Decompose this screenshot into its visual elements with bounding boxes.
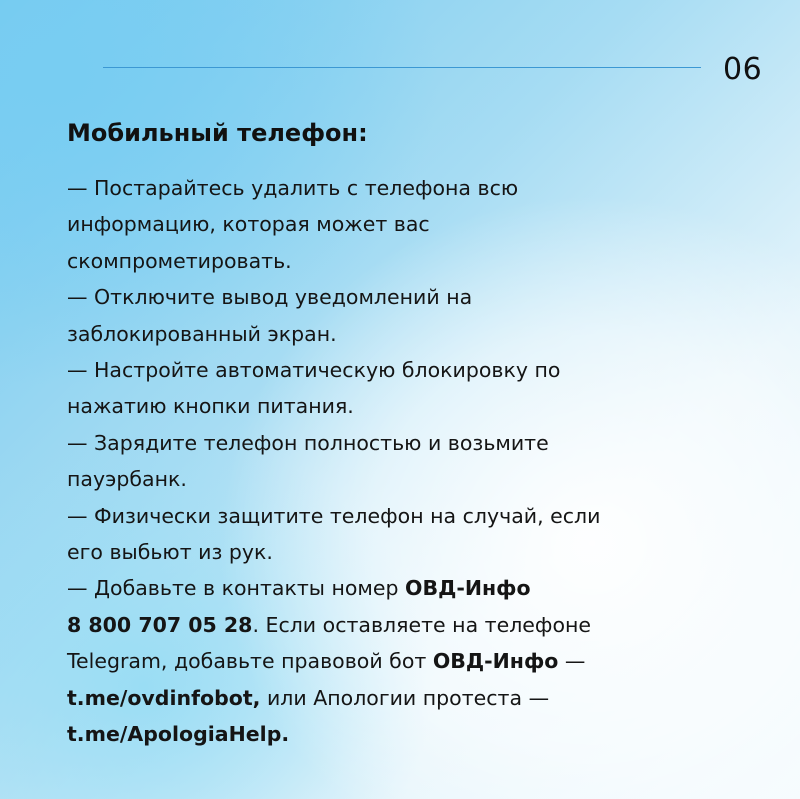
- advice-line: его выбьют из рук.: [67, 540, 273, 565]
- header-divider-line: [103, 67, 701, 68]
- dash-text: —: [558, 649, 586, 674]
- telegram-bot-text: Telegram, добавьте правовой бот: [67, 649, 433, 674]
- advice-line: — Зарядите телефон полностью и возьмите: [67, 430, 549, 455]
- apologia-text: или Апологии протеста —: [260, 685, 550, 710]
- contacts-line-4: [67, 680, 727, 716]
- contacts-line-1: [67, 570, 727, 606]
- apologia-help-link: t.me/ApologiaHelp.: [67, 722, 290, 747]
- contacts-line-2: [67, 607, 727, 643]
- contacts-line-5: [67, 716, 727, 752]
- advice-line: заблокированный экран.: [67, 321, 337, 346]
- page-number: 06: [723, 52, 763, 87]
- advice-line: нажатию кнопки питания.: [67, 394, 354, 419]
- advice-line: — Постарайтесь удалить с телефона всю: [67, 176, 519, 200]
- ovd-info-phone: 8 800 707 05 28: [67, 612, 253, 637]
- ovd-info-name-bot: ОВД-Инфо: [432, 649, 559, 674]
- page-title: Мобильный телефон:: [67, 119, 368, 147]
- advice-line: информацию, которая может вас: [67, 212, 430, 237]
- contacts-intro-text: — Добавьте в контакты номер: [67, 576, 406, 601]
- telegram-note-text: . Если оставляете на телефоне: [252, 612, 592, 637]
- advice-text: [67, 170, 727, 753]
- advice-line: скомпрометировать.: [67, 248, 292, 273]
- advice-line: пауэрбанк.: [67, 467, 187, 492]
- advice-line: — Физически защитите телефон на случай, если: [67, 503, 601, 528]
- advice-line: — Отключите вывод уведомлений на: [67, 285, 473, 310]
- contacts-line-3: [67, 643, 727, 679]
- ovdinfo-bot-link: t.me/ovdinfobot,: [67, 685, 261, 710]
- advice-line: — Настройте автоматическую блокировку по: [67, 358, 561, 383]
- ovd-info-name: ОВД-Инфо: [405, 576, 531, 601]
